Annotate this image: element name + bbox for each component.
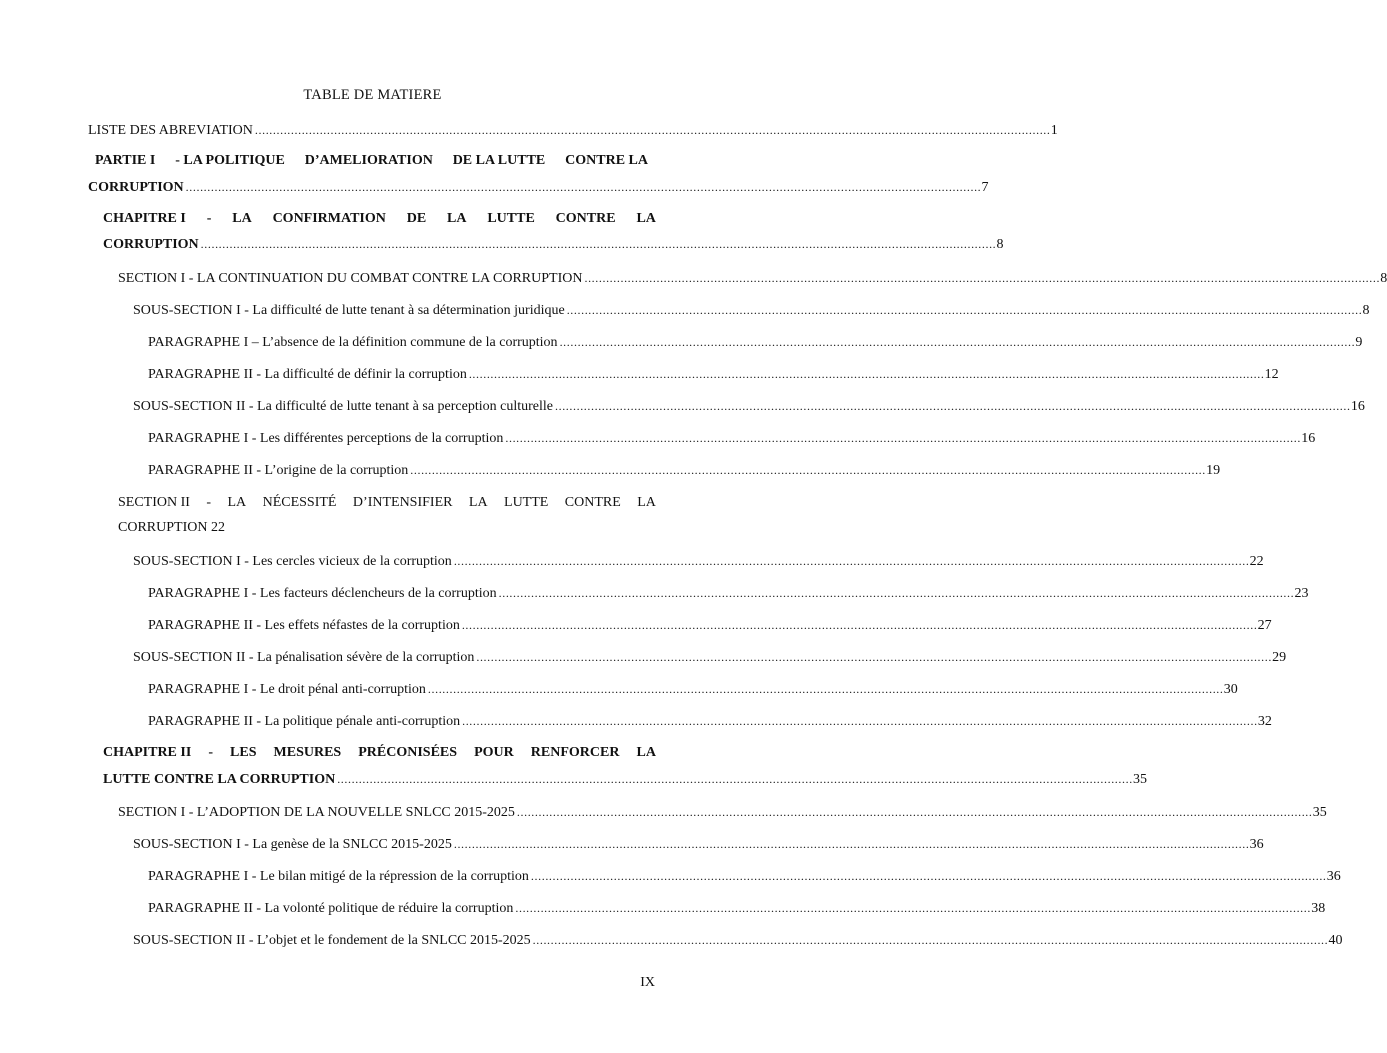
toc-entry-page: 32 (1257, 714, 1272, 729)
toc-entry-page: 1 (1050, 123, 1058, 138)
toc-title: TABLE DE MATIERE (303, 87, 442, 103)
toc-entry-label: LISTE DES ABREVIATION (88, 123, 253, 138)
toc-entry-page: 7 (981, 180, 989, 195)
toc-word: D’AMELIORATION (304, 153, 433, 168)
toc-entry-page: 19 (1206, 463, 1221, 478)
toc-entry[interactable] (133, 834, 1264, 855)
toc-word: - (206, 211, 212, 226)
dot-leader (517, 802, 1311, 823)
toc-entry[interactable] (88, 177, 989, 198)
dot-leader (476, 647, 1270, 668)
dot-leader (428, 679, 1222, 700)
toc-word: MESURES (273, 745, 342, 760)
toc-word: LA (636, 211, 656, 226)
toc-word: POUR (474, 745, 514, 760)
toc-word: LUTTE (487, 211, 535, 226)
toc-entry-label: SOUS-SECTION I - La genèse de la SNLCC 2015-2025 (133, 837, 452, 852)
toc-entry-label: PARAGRAPHE II - La politique pénale anti-corruption (148, 714, 461, 729)
toc-entry[interactable] (148, 898, 1326, 919)
toc-entry-label: PARAGRAPHE I - Les facteurs déclencheurs de la corruption (148, 586, 497, 601)
dot-leader (454, 551, 1248, 572)
toc-entry-line2[interactable]: CORRUPTION 22 (118, 520, 225, 535)
toc-entry-line1[interactable] (118, 493, 656, 513)
toc-entry-page: 8 (1380, 271, 1387, 286)
toc-entry-page: 36 (1326, 869, 1341, 884)
dot-leader (531, 866, 1325, 887)
toc-word: PRÉCONISÉES (358, 745, 458, 760)
toc-word: LES (230, 745, 257, 760)
toc-word: LA (468, 495, 488, 510)
toc-entry-page: 12 (1264, 367, 1279, 382)
toc-entry-label: PARAGRAPHE I - Le droit pénal anti-corruption (148, 682, 426, 697)
toc-entry-label: LUTTE CONTRE LA CORRUPTION (103, 772, 336, 787)
dot-leader (255, 120, 1049, 141)
toc-entry[interactable] (148, 364, 1279, 385)
toc-entry-label: PARAGRAPHE II - La difficulté de définir la corruption (148, 367, 467, 382)
toc-entry[interactable] (148, 866, 1341, 887)
toc-entry-label: PARAGRAPHE II - Les effets néfastes de la corruption (148, 618, 460, 633)
toc-entry[interactable] (148, 615, 1272, 636)
dot-leader (584, 268, 1378, 289)
toc-entry-page: 38 (1311, 901, 1326, 916)
toc-word: CONFIRMATION (272, 211, 386, 226)
toc-entry-page: 35 (1133, 772, 1148, 787)
toc-entry[interactable] (118, 268, 1387, 289)
toc-word: D’INTENSIFIER (352, 495, 453, 510)
toc-entry[interactable] (88, 120, 1058, 141)
toc-entry[interactable] (133, 551, 1264, 572)
toc-entry[interactable] (133, 300, 1370, 321)
toc-entry[interactable] (148, 583, 1309, 604)
toc-word: - LA POLITIQUE (175, 153, 285, 168)
toc-entry-line1[interactable] (103, 209, 656, 229)
toc-word: DE (406, 211, 427, 226)
toc-entry-label: PARAGRAPHE I - Le bilan mitigé de la répression de la corruption (148, 869, 529, 884)
page-number: IX (640, 975, 655, 990)
dot-leader (337, 769, 1131, 790)
toc-entry[interactable] (103, 234, 1004, 255)
toc-entry-page: 23 (1294, 586, 1309, 601)
toc-entry-page: 30 (1223, 682, 1238, 697)
toc-word: CHAPITRE II (103, 745, 192, 760)
toc-entry[interactable] (148, 460, 1221, 481)
toc-entry-line1[interactable] (95, 151, 648, 171)
toc-entry-page: 29 (1272, 650, 1287, 665)
toc-entry-label: SOUS-SECTION II - La pénalisation sévère de la corruption (133, 650, 475, 665)
toc-word: CONTRE (555, 211, 616, 226)
toc-entry-page: 36 (1249, 837, 1264, 852)
toc-entry-label: CORRUPTION (88, 180, 184, 195)
toc-word: CHAPITRE I (103, 211, 186, 226)
toc-entry-page: 16 (1350, 399, 1365, 414)
toc-entry-label: SOUS-SECTION I - Les cercles vicieux de la corruption (133, 554, 452, 569)
toc-entry-page: 22 (1249, 554, 1264, 569)
toc-entry-label: PARAGRAPHE II - L’origine de la corruption (148, 463, 409, 478)
dot-leader (462, 615, 1256, 636)
dot-leader (567, 300, 1361, 321)
toc-entry[interactable] (148, 679, 1238, 700)
toc-word: - (208, 745, 213, 760)
dot-leader (410, 460, 1204, 481)
toc-entry-label: CORRUPTION (103, 237, 199, 252)
dot-leader (515, 898, 1309, 919)
toc-entry[interactable] (148, 428, 1316, 449)
toc-entry-page: 40 (1328, 933, 1343, 948)
toc-word: LA (637, 495, 656, 510)
toc-word: NÉCESSITÉ (262, 495, 337, 510)
toc-entry[interactable] (103, 769, 1148, 790)
dot-leader (533, 930, 1327, 951)
toc-entry-label: SOUS-SECTION II - L’objet et le fondement de la SNLCC 2015-2025 (133, 933, 531, 948)
toc-entry[interactable] (133, 396, 1365, 417)
dot-leader (454, 834, 1248, 855)
toc-entry-label: SOUS-SECTION II - La difficulté de lutte tenant à sa perception culturelle (133, 399, 553, 414)
toc-entry-label: PARAGRAPHE I – L’absence de la définition commune de la corruption (148, 335, 558, 350)
toc-word: - (206, 495, 212, 510)
dot-leader (560, 332, 1354, 353)
dot-leader (186, 177, 980, 198)
toc-word: SECTION II (118, 495, 190, 510)
toc-entry-page: 35 (1312, 805, 1327, 820)
toc-entry[interactable] (148, 332, 1363, 353)
toc-entry-label: PARAGRAPHE II - La volonté politique de réduire la corruption (148, 901, 514, 916)
toc-entry-label: SECTION I - L’ADOPTION DE LA NOUVELLE SNLCC 2015-2025 (118, 805, 515, 820)
toc-word: LA (232, 211, 252, 226)
dot-leader (505, 428, 1299, 449)
toc-entry[interactable] (133, 930, 1343, 951)
dot-leader (555, 396, 1349, 417)
toc-entry-line1[interactable] (103, 743, 656, 763)
toc-entry[interactable] (148, 711, 1272, 732)
toc-entry-page: 16 (1301, 431, 1316, 446)
toc-entry-label: SECTION I - LA CONTINUATION DU COMBAT CONTRE LA CORRUPTION (118, 271, 583, 286)
toc-word: LA (227, 495, 247, 510)
toc-entry-page: 8 (996, 237, 1004, 252)
dot-leader (499, 583, 1293, 604)
toc-entry-label: PARAGRAPHE I - Les différentes perceptions de la corruption (148, 431, 504, 446)
toc-word: PARTIE I (95, 153, 156, 168)
toc-entry-page: 9 (1355, 335, 1363, 350)
toc-word: LA (447, 211, 467, 226)
toc-entry-label: SOUS-SECTION I - La difficulté de lutte tenant à sa détermination juridique (133, 303, 565, 318)
toc-word: LUTTE (504, 495, 549, 510)
toc-word: CONTRE LA (565, 153, 648, 168)
toc-entry[interactable] (133, 647, 1287, 668)
toc-entry-page: 27 (1257, 618, 1272, 633)
dot-leader (462, 711, 1256, 732)
toc-entry[interactable] (118, 802, 1327, 823)
toc-word: LA (636, 745, 656, 760)
toc-entry-page: 8 (1362, 303, 1370, 318)
toc-word: CONTRE (564, 495, 621, 510)
toc-word: RENFORCER (530, 745, 620, 760)
dot-leader (469, 364, 1263, 385)
toc-word: DE LA LUTTE (452, 153, 546, 168)
dot-leader (201, 234, 995, 255)
